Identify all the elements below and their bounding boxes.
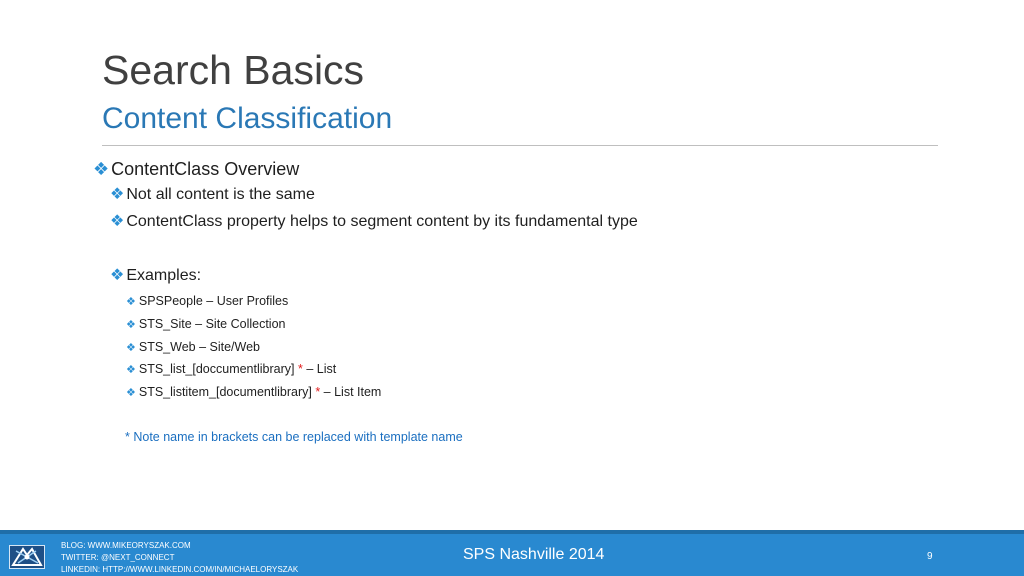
page-number: 9	[927, 551, 933, 562]
example-item	[126, 318, 285, 331]
blog-link[interactable]: BLOG: WWW.MIKEORYSZAK.COM	[61, 541, 191, 550]
example-text: STS_Web – Site/Web	[138, 340, 260, 354]
slide-subtitle: Content Classification	[102, 102, 393, 135]
footer-contact-links	[61, 540, 298, 576]
diamond-bullet-icon: ❖	[110, 213, 125, 230]
bullet-text: ContentClass property helps to segment content by its fundamental type	[126, 213, 638, 230]
bullet-text: Examples:	[126, 267, 202, 284]
event-name: SPS Nashville 2014	[463, 546, 605, 563]
example-item	[126, 295, 288, 308]
bullet-examples	[110, 268, 201, 284]
diamond-bullet-icon: ❖	[110, 186, 125, 203]
template-note: * Note name in brackets can be replaced with template name	[125, 430, 463, 444]
example-text: – List Item	[320, 385, 382, 399]
asterisk-marker: *	[315, 385, 321, 399]
example-item	[126, 363, 336, 376]
example-text: SPSPeople – User Profiles	[138, 294, 289, 308]
title-divider	[102, 145, 938, 146]
example-text: STS_Site – Site Collection	[138, 317, 286, 331]
bullet-contentclass-overview	[93, 160, 299, 178]
bullet-not-all-content	[110, 187, 315, 203]
diamond-bullet-icon: ❖	[126, 387, 136, 399]
asterisk-marker: *	[297, 362, 303, 376]
example-text: – List	[302, 362, 337, 376]
example-text: STS_list_[doccumentlibrary]	[138, 362, 298, 376]
bullet-text: Not all content is the same	[126, 186, 315, 203]
diamond-bullet-icon: ❖	[93, 159, 110, 179]
example-item	[126, 386, 381, 399]
diamond-bullet-icon: ❖	[126, 342, 136, 354]
bullet-text: ContentClass Overview	[111, 159, 300, 179]
bullet-contentclass-property	[110, 214, 638, 230]
diamond-bullet-icon: ❖	[126, 296, 136, 308]
diamond-bullet-icon: ❖	[126, 364, 136, 376]
example-item	[126, 341, 260, 354]
slide-title: Search Basics	[102, 47, 365, 93]
twitter-link[interactable]: TWITTER: @NEXT_CONNECT	[61, 553, 175, 562]
linkedin-link[interactable]: LINKEDIN: HTTP://WWW.LINKEDIN.COM/IN/MICHAELORYSZAK	[61, 565, 299, 574]
diamond-bullet-icon: ❖	[126, 319, 136, 331]
example-text: STS_listitem_[documentlibrary]	[138, 385, 316, 399]
logo-icon	[9, 545, 45, 569]
diamond-bullet-icon: ❖	[110, 267, 125, 284]
